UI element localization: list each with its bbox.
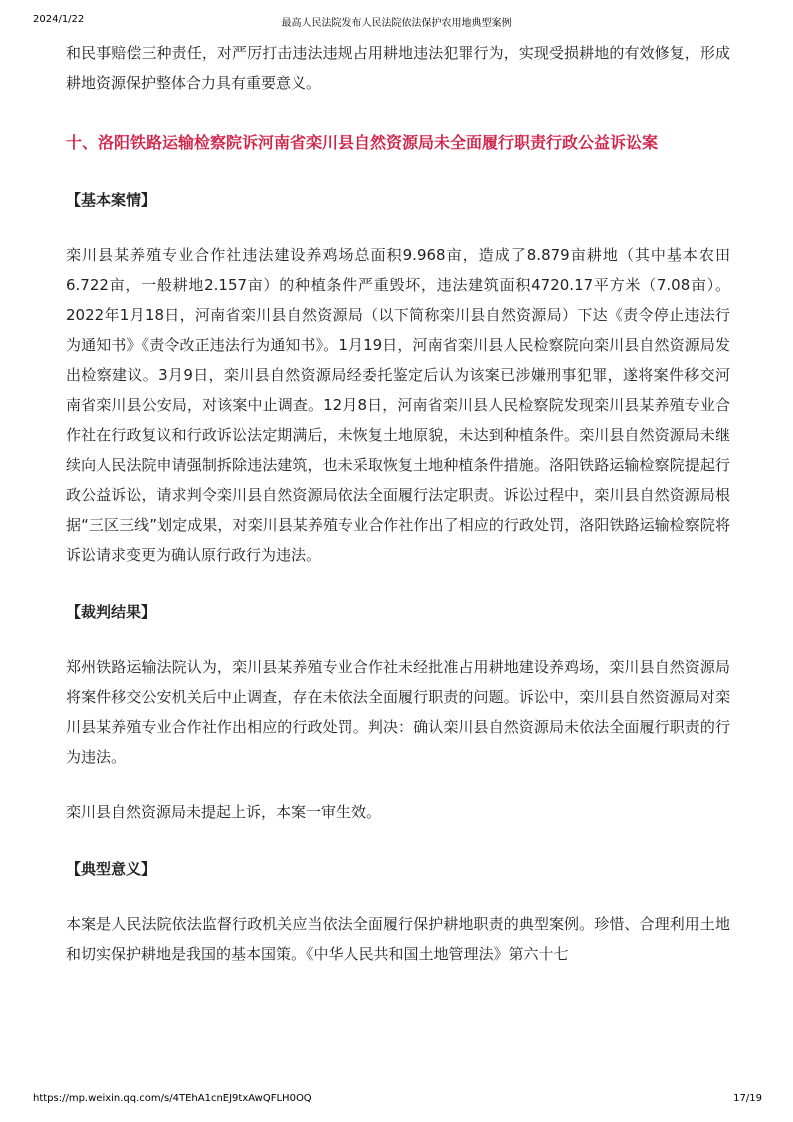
- significance-paragraph: 本案是人民法院依法监督行政机关应当依法全面履行保护耕地职责的典型案例。珍惜、合理利用土地和切实保护耕地是我国的基本国策。《中华人民共和国土地管理法》第六十七: [66, 915, 730, 963]
- intro-paragraph: 和民事赔偿三种责任，对严厉打击违法违规占用耕地违法犯罪行为，实现受损耕地的有效修复，形成耕地资源保护整体合力具有重要意义。: [66, 44, 730, 92]
- print-date: 2024/1/22: [33, 14, 85, 25]
- print-header: [0, 14, 793, 30]
- judgment-effect-paragraph: 栾川县自然资源局未提起上诉，本案一审生效。: [66, 803, 382, 821]
- page-number: 17/19: [733, 1093, 762, 1104]
- judgment-paragraph: 郑州铁路运输法院认为，栾川县某养殖专业合作社未经批准占用耕地建设养鸡场，栾川县自然资源局将案件移交公安机关后中止调查，存在未依法全面履行职责的问题。诉讼中，栾川县自然资源局对栾川县某养殖专业合作社作出相应的行政处罚。判决：确认栾川县自然资源局未依法全面履行职责的行为违法。: [66, 658, 730, 766]
- page-url: https://mp.weixin.qq.com/s/4TEhA1cnEJ9txAwQFLH0OQ: [33, 1093, 312, 1104]
- section-title: 十、洛阳铁路运输检察院诉河南省栾川县自然资源局未全面履行职责行政公益诉讼案: [66, 133, 659, 152]
- print-footer: [0, 1093, 793, 1109]
- judgment-label: 【裁判结果】: [66, 603, 157, 621]
- print-title: 最高人民法院发布人民法院依法保护农用地典型案例: [281, 18, 512, 29]
- basic-facts-paragraph: 栾川县某养殖专业合作社违法建设养鸡场总面积9.968亩，造成了8.879亩耕地（其中基本农田6.722亩，一般耕地2.157亩）的种植条件严重毁坏，违法建筑面积4720.17平方米（7.08亩）。2022年1月18日，河南省栾川县自然资源局（以下简称栾川县自然资源局）下达《责令停止违法行为通知书》《责令改正违法行为通知书》。1月19日，河南省栾川县人民检察院向栾川县自然资源局发出检察建议。3月9日，栾川县自然资源局经委托鉴定后认为该案已涉嫌刑事犯罪，遂将案件移交河南省栾川县公安局，对该案中止调查。12月8日，河南省栾川县人民检察院发现栾川县某养殖专业合作社在行政复议和行政诉讼法定期满后，未恢复土地原貌，未达到种植条件。栾川县自然资源局未继续向人民法院申请强制拆除违法建筑，也未采取恢复土地种植条件措施。洛阳铁路运输检察院提起行政公益诉讼，请求判令栾川县自然资源局依法全面履行法定职责。诉讼过程中，栾川县自然资源局根据“三区三线”划定成果，对栾川县某养殖专业合作社作出了相应的行政处罚，洛阳铁路运输检察院将诉讼请求变更为确认原行政行为违法。: [66, 246, 730, 564]
- significance-label: 【典型意义】: [66, 860, 157, 878]
- basic-facts-label: 【基本案情】: [66, 191, 157, 209]
- article-body: [66, 38, 730, 969]
